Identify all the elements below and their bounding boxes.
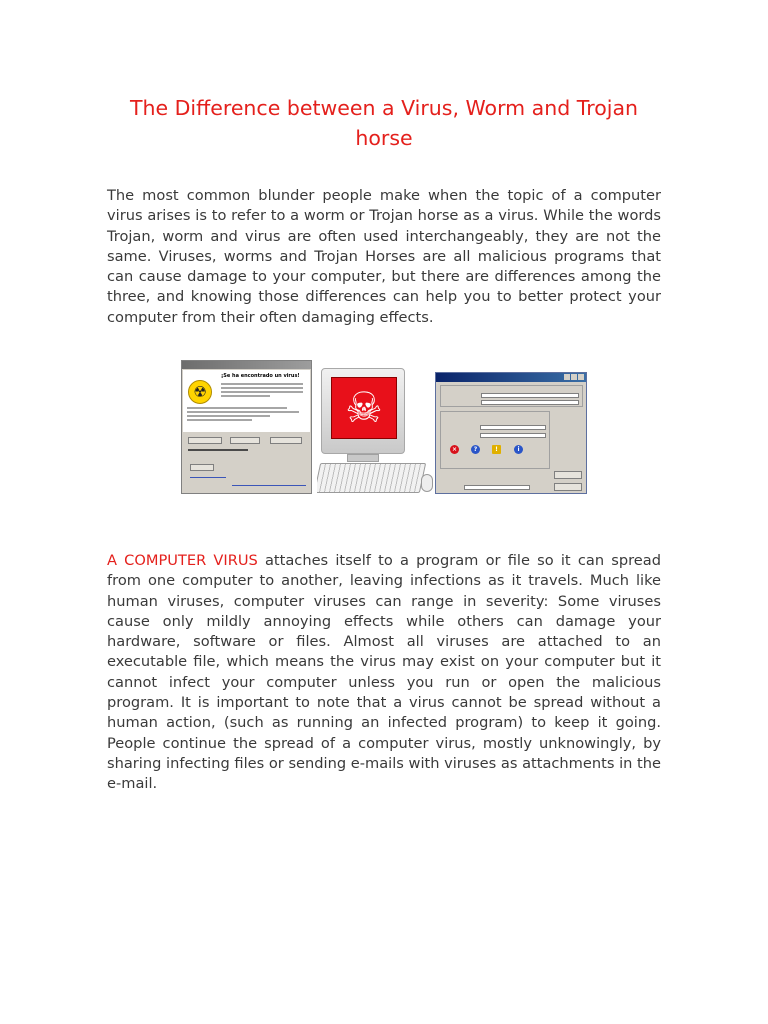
computer-virus-body: attaches itself to a program or file so it can spread from one computer to another, leaving infections as it travels. Much like human viruses, computer viruses can range in severity: Some viruses cause only mildly annoying effects while others can damage your hardware, software or files. Almost all viruses are attached to an executable file, which means the virus may exist on your computer but it cannot infect your computer unless you run or open the malicious program. It is important to note that a virus cannot be spread without a human action, (such as running an infected program) to keep it going. People continue the spread of a computer virus, mostly unknowingly, by sharing infecting files or sending e-mails with viruses as attachments in the e-mail. <box>107 552 661 793</box>
alert-action-button-1 <box>188 437 222 444</box>
monitor <box>321 368 405 454</box>
illustration-row <box>180 358 588 496</box>
mouse <box>421 474 433 492</box>
dialog-titlebar <box>436 373 586 382</box>
alert-action-button-3 <box>270 437 302 444</box>
skull-crossbones-icon: ☠ <box>331 377 397 439</box>
alert-titlebar <box>182 361 311 369</box>
infected-computer-illustration <box>317 368 433 496</box>
dialog-run-field <box>464 485 530 490</box>
computer-virus-term: A COMPUTER VIRUS <box>107 552 258 569</box>
alert-message-text <box>221 383 303 399</box>
dialog-message-text-field <box>480 425 546 430</box>
dialog-name-field <box>481 400 579 405</box>
dialog-save-button <box>554 471 582 479</box>
alert-header-panel <box>183 370 310 432</box>
alert-link <box>190 477 226 478</box>
alert-details-text <box>187 407 305 423</box>
antivirus-alert-screenshot <box>181 360 312 494</box>
alert-ignore-button <box>190 464 214 471</box>
dialog-message-title-field <box>480 433 546 438</box>
dialog-server-field <box>481 393 579 398</box>
dialog-close-button <box>554 483 582 491</box>
page-title: The Difference between a Virus, Worm and Trojan horse <box>129 96 638 150</box>
trojan-editor-screenshot <box>435 372 587 494</box>
warning-icon: ! <box>492 445 501 454</box>
alert-footer-link <box>232 485 306 486</box>
intro-paragraph: The most common blunder people make when the topic of a computer virus arises is to refer to a worm or Trojan horse as a virus. While the words Trojan, worm and virus are often used interchangeably, they are not the same. Viruses, worms and Trojan Horses are all malicious programs that can cause damage to your computer, but there are differences among the three, and knowing those differences can help you to better protect your computer from their often damaging effects. <box>107 187 661 326</box>
info-icon: i <box>514 445 523 454</box>
alert-status-text <box>188 449 248 454</box>
keyboard <box>317 463 426 493</box>
dialog-message-group <box>440 411 550 469</box>
radiation-warning-icon: ☢ <box>188 380 212 404</box>
question-icon: ? <box>471 445 480 454</box>
computer-virus-paragraph <box>107 551 661 795</box>
monitor-stand <box>347 454 379 462</box>
error-icon: × <box>451 446 458 453</box>
alert-heading: ¡Se ha encontrado un virus! <box>221 373 300 379</box>
alert-action-button-2 <box>230 437 260 444</box>
